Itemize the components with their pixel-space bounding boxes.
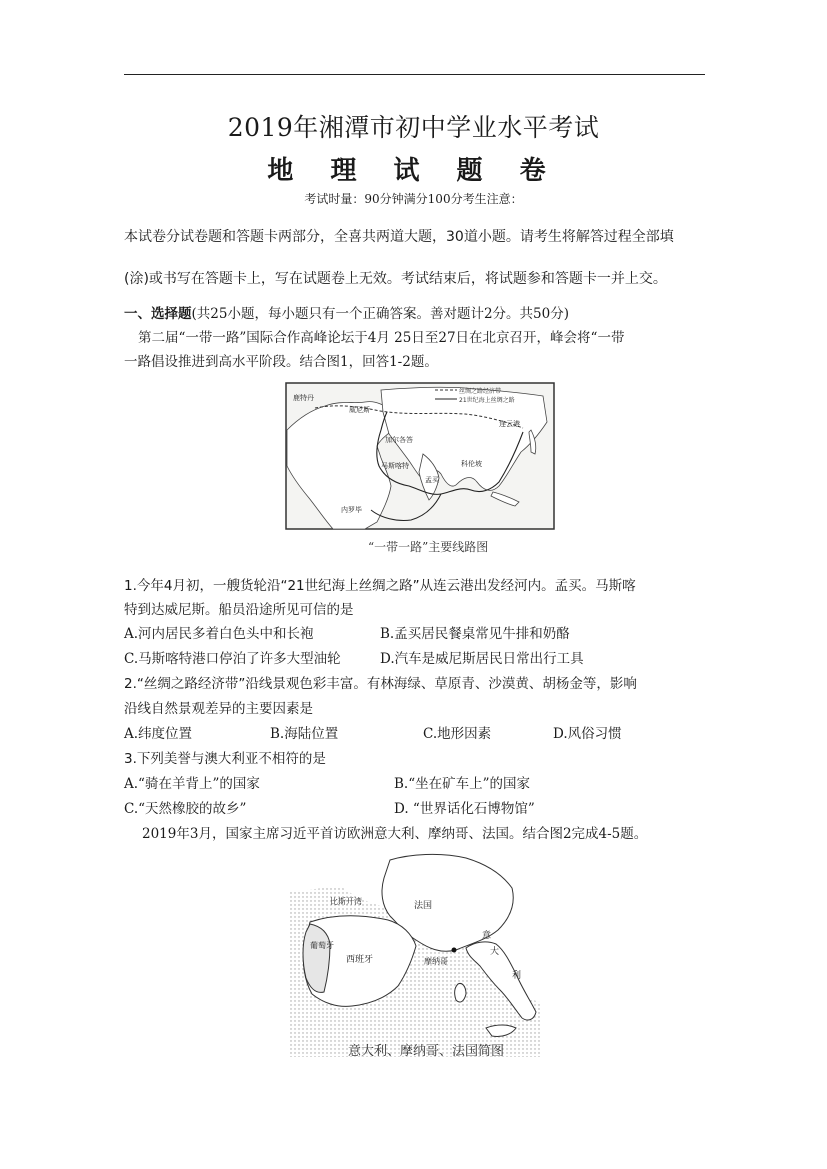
q1-option-a: A.河内居民多着白色头中和长袍 xyxy=(124,626,314,642)
label-france: 法国 xyxy=(414,901,433,911)
q1-option-d: D.汽车是威尼斯居民日常出行工具 xyxy=(380,651,584,667)
q2-stem-line-2: 沿线自然景观差异的主要因素是 xyxy=(124,701,313,717)
subject-title: 地 理 试 题 卷 xyxy=(267,156,560,186)
label-venice: 威尼斯 xyxy=(349,406,370,414)
intro-1-line-1: 第二届“一带一路”国际合作高峰论坛于4月 25日至27日在北京召开，峰会将“一带 xyxy=(138,330,625,346)
label-biscay: 比斯开湾 xyxy=(330,897,362,906)
label-italy-yi: 意 xyxy=(482,931,492,941)
section-1-label: 一、选择题 xyxy=(124,306,192,322)
intro-1-line-2: 一路倡设推进到高水平阶段。结合图1，回答1-2题。 xyxy=(124,354,438,370)
section-1-instructions: (共25小题，每小题只有一个正确答案。善对题计2分。共50分) xyxy=(191,306,569,322)
q3-option-b: B.“坐在矿车上”的国家 xyxy=(394,776,531,792)
belt-road-map-graphic xyxy=(285,382,555,530)
label-lianyungang: 连云港 xyxy=(499,420,520,428)
label-portugal: 葡萄牙 xyxy=(310,941,334,950)
q2-option-d: D.风俗习惯 xyxy=(553,726,622,742)
label-colombo: 科伦坡 xyxy=(461,460,482,468)
map-1-caption: “一带一路”主要线路图 xyxy=(368,540,489,554)
label-nairobi: 内罗毕 xyxy=(341,506,362,514)
q2-option-a: A.纬度位置 xyxy=(124,726,193,742)
label-muscat: 马斯喀特 xyxy=(381,462,409,470)
sardinia-shape xyxy=(455,983,466,1002)
q3-option-d: D. “世界话化石博物馆” xyxy=(394,801,535,817)
intro-2-line-1: 2019年3月，国家主席习近平首访欧洲意大利、摩纳哥、法国。结合图2完成4-5题。 xyxy=(142,826,648,842)
label-mumbai: 孟买 xyxy=(425,476,439,484)
label-kolkata: 加尔各答 xyxy=(385,436,413,444)
q2-option-c: C.地形因素 xyxy=(423,726,492,742)
q2-stem-line-1: 2.“丝绸之路经济带”沿线景观色彩丰富。有林海绿、草原青、沙漠黄、胡杨金等，影响 xyxy=(124,676,637,692)
belt-road-map xyxy=(285,382,555,534)
q3-option-c: C.“天然橡胶的故乡” xyxy=(124,801,247,817)
legend-sea-label: 21世纪海上丝绸之路 xyxy=(459,397,515,404)
map-2-caption: 意大利、摩纳哥、法国简图 xyxy=(348,1044,505,1059)
notice-line-2: (涂)或书写在答题卡上，写在试题卷上无效。考试结束后，将试题参和答题卡一并上交。 xyxy=(124,271,667,287)
q3-stem: 3.下列美誉与澳大利亚不相符的是 xyxy=(124,751,326,767)
q3-option-a: A.“骑在羊背上”的国家 xyxy=(124,776,260,792)
q1-stem-line-2: 特到达威尼斯。船员沿途所见可信的是 xyxy=(124,602,354,618)
q1-option-c: C.马斯喀特港口停泊了许多大型油轮 xyxy=(124,651,341,667)
label-rotterdam: 鹿特丹 xyxy=(293,394,314,402)
legend-land-label: 丝绸之路经济带 xyxy=(459,388,502,395)
q1-option-b: B.孟买居民餐桌常见牛排和奶酪 xyxy=(380,626,570,642)
label-monaco: 摩纳哥 xyxy=(424,957,448,966)
notice-line-1: 本试卷分试卷题和答题卡两部分，全喜共两道大题，30道小题。请考生将解答过程全部填 xyxy=(124,229,674,245)
label-spain: 西班牙 xyxy=(346,955,374,965)
label-italy-li: 利 xyxy=(512,971,522,981)
top-rule xyxy=(124,74,705,75)
europe-map xyxy=(290,852,540,1061)
europe-map-graphic xyxy=(290,852,540,1057)
exam-info: 考试时量：90分钟满分100分考生注意： xyxy=(304,192,523,206)
q2-option-b: B.海陆位置 xyxy=(270,726,339,742)
section-1-heading xyxy=(124,302,569,322)
q1-stem-line-1: 1.今年4月初，一艘货轮沿“21世纪海上丝绸之路”从连云港出发经河内。孟买。马斯喀 xyxy=(124,578,636,594)
exam-title: 2019年湘潭市初中学业水平考试 xyxy=(227,113,600,142)
monaco-marker xyxy=(452,948,457,953)
label-italy-da: 大 xyxy=(490,947,500,957)
